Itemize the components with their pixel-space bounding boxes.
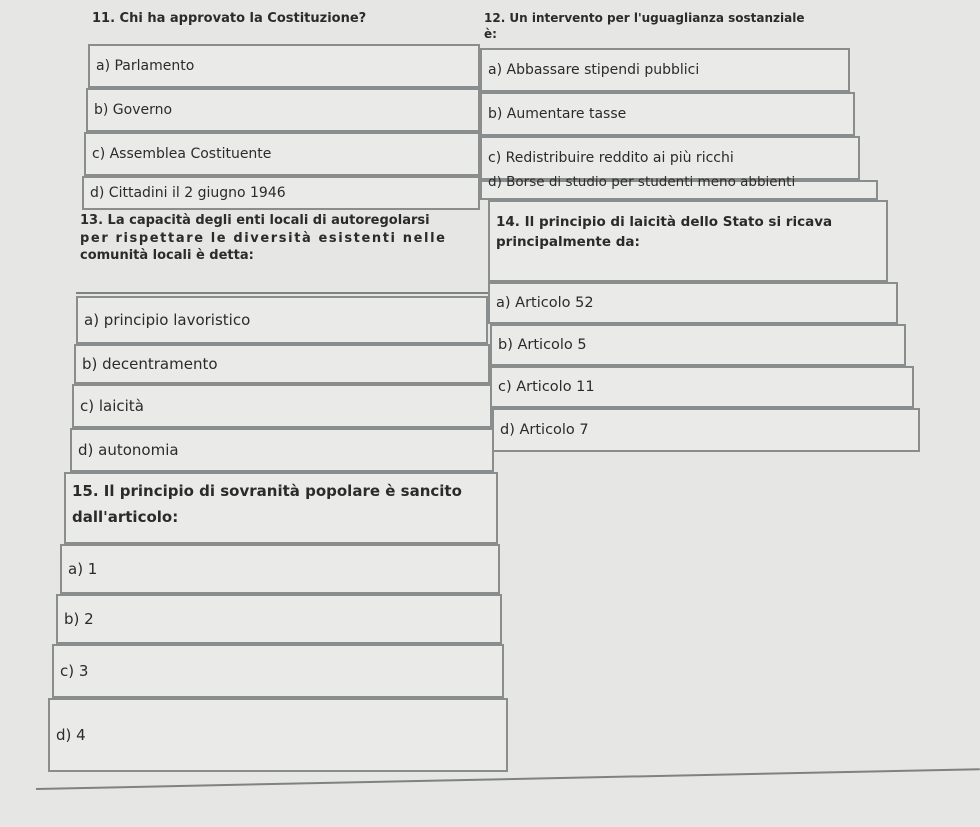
- q14-option-d[interactable]: [492, 408, 920, 452]
- q13-option-c[interactable]: [72, 384, 492, 428]
- q14-option-d-label: d) Articolo 7: [500, 422, 589, 438]
- question-12: [484, 10, 804, 42]
- question-14-text-line1: 14. Il principio di laicità dello Stato si ricava: [496, 214, 833, 230]
- q14-option-c-label: c) Articolo 11: [498, 379, 595, 395]
- q11-option-b[interactable]: [86, 88, 480, 132]
- question-14: [488, 200, 888, 282]
- q15-option-c-label: c) 3: [60, 662, 89, 680]
- q11-option-a-label: a) Parlamento: [96, 58, 195, 74]
- question-13-text-line1: 13. La capacità degli enti locali di autoregolarsi: [80, 213, 430, 228]
- question-14-text-line2: principalmente da:: [496, 234, 640, 250]
- q11-option-a[interactable]: [88, 44, 480, 88]
- q12-option-a[interactable]: [480, 48, 850, 92]
- q15-option-b[interactable]: [56, 594, 502, 644]
- q15-option-a[interactable]: [60, 544, 500, 594]
- question-13: [80, 212, 485, 265]
- q13-option-b[interactable]: [74, 344, 490, 384]
- q13-option-b-label: b) decentramento: [82, 355, 218, 373]
- q12-option-a-label: a) Abbassare stipendi pubblici: [488, 62, 700, 78]
- q15-option-d[interactable]: [48, 698, 508, 772]
- q13-option-d[interactable]: [70, 428, 494, 472]
- q14-option-a[interactable]: [488, 282, 898, 324]
- question-15-text-line1: 15. Il principio di sovranità popolare è sancito: [72, 482, 462, 500]
- q12-option-b[interactable]: [480, 92, 855, 136]
- question-15-text-line2: dall'articolo:: [72, 508, 179, 526]
- q14-option-a-label: a) Articolo 52: [496, 295, 594, 311]
- divider: [76, 292, 488, 294]
- q11-option-d[interactable]: [82, 176, 480, 210]
- question-15: [64, 472, 498, 544]
- q13-option-a-label: a) principio lavoristico: [84, 311, 251, 329]
- q11-option-c[interactable]: [84, 132, 480, 176]
- q14-option-b[interactable]: [490, 324, 906, 366]
- q11-option-c-label: c) Assemblea Costituente: [92, 146, 272, 162]
- q13-option-c-label: c) laicità: [80, 397, 144, 415]
- q14-option-c[interactable]: [490, 366, 914, 408]
- question-13-text-line3: comunità locali è detta:: [80, 248, 254, 264]
- q13-option-a[interactable]: [76, 296, 488, 344]
- q12-option-b-label: b) Aumentare tasse: [488, 106, 627, 122]
- q12-option-c-label: c) Redistribuire reddito ai più ricchi: [488, 150, 734, 166]
- q11-option-d-label: d) Cittadini il 2 giugno 1946: [90, 185, 286, 201]
- q12-option-d-label: d) Borse di studio per studenti meno abbienti: [488, 174, 796, 190]
- question-11: [92, 10, 366, 28]
- q15-option-c[interactable]: [52, 644, 504, 698]
- q12-option-d[interactable]: [480, 174, 878, 200]
- q14-option-b-label: b) Articolo 5: [498, 337, 587, 353]
- question-12-text-line2: è:: [484, 27, 497, 42]
- q11-option-b-label: b) Governo: [94, 102, 173, 118]
- question-13-text-line2: per rispettare le diversità esistenti nelle: [80, 230, 447, 246]
- q15-option-b-label: b) 2: [64, 610, 94, 628]
- question-12-text-line1: 12. Un intervento per l'uguaglianza sostanziale: [484, 11, 805, 25]
- q15-option-a-label: a) 1: [68, 560, 98, 578]
- question-11-text: 11. Chi ha approvato la Costituzione?: [92, 11, 367, 26]
- q15-option-d-label: d) 4: [56, 726, 86, 744]
- q13-option-d-label: d) autonomia: [78, 441, 179, 459]
